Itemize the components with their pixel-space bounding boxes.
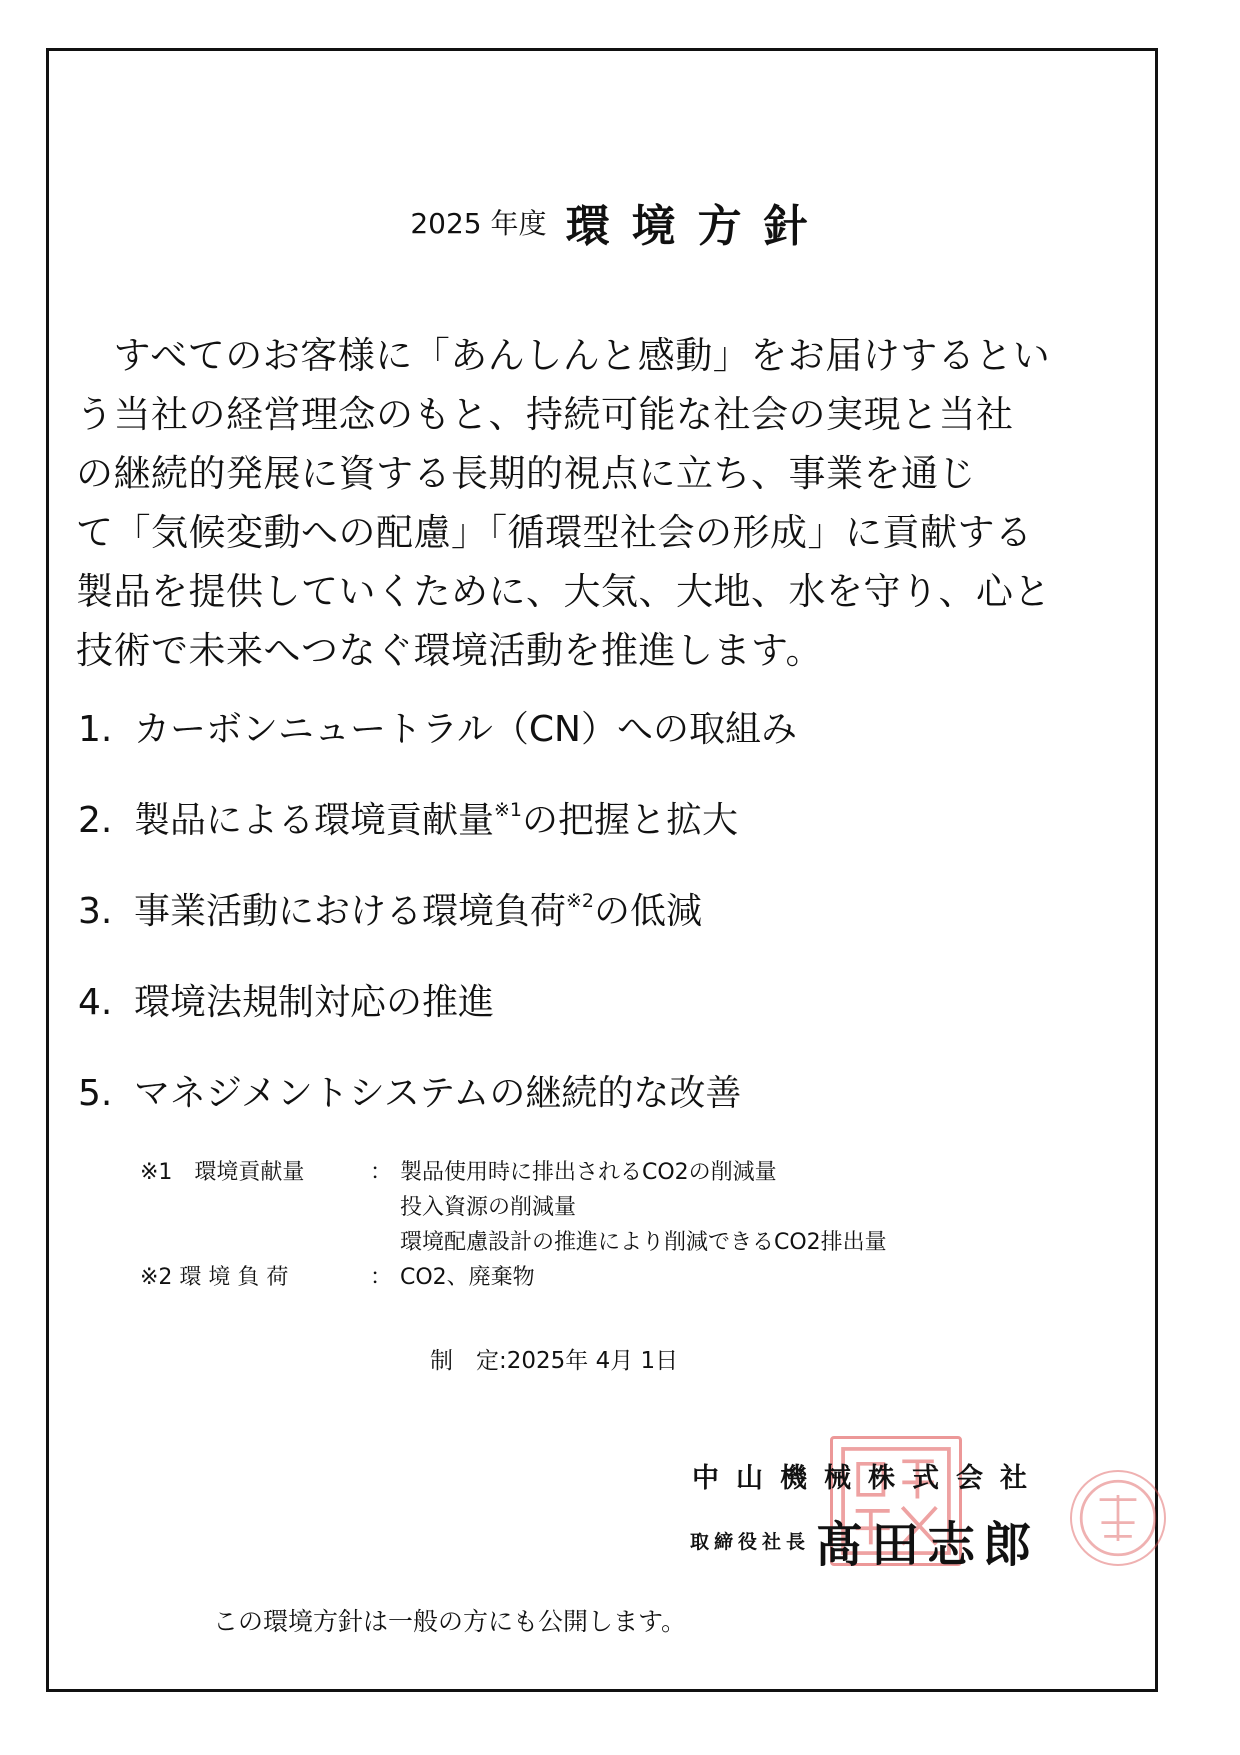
item-number: 3. <box>78 891 113 932</box>
item-text: 環境法規制対応の推進 <box>134 982 495 1023</box>
item-number: 4. <box>78 982 113 1023</box>
enactment-date: 制 定:2025年 4月 1日 <box>430 1348 679 1374</box>
intro-line: う当社の経営理念のもと、持続可能な社会の実現と当社 <box>76 393 1014 436</box>
item-text: マネジメントシステムの継続的な改善 <box>134 1073 742 1114</box>
policy-item <box>78 795 1078 886</box>
footnote-label: ※1 環境貢献量 <box>140 1160 305 1185</box>
footnote-separator: ： <box>370 1160 393 1185</box>
public-notice: この環境方針は一般の方にも公開します。 <box>213 1607 687 1636</box>
footnote-body <box>400 1155 887 1260</box>
item-text-after: の把握と拡大 <box>522 800 739 841</box>
intro-line: て「気候変動への配慮」「循環型社会の形成」に貢献する <box>76 511 1033 554</box>
item-text-after: の低減 <box>594 891 703 932</box>
item-text: カーボンニュートラル（CN）への取組み <box>134 709 797 750</box>
footnote-body <box>400 1260 535 1295</box>
footnotes <box>140 1155 887 1295</box>
footnote-label: ※2 環 境 負 荷 <box>140 1265 289 1290</box>
footnote-ref: ※2 <box>566 890 595 912</box>
footnote-ref: ※1 <box>494 799 523 821</box>
policy-item <box>78 1068 1078 1159</box>
item-number: 1. <box>78 709 113 750</box>
item-number: 2. <box>78 800 113 841</box>
signer-title: 取締役社長 <box>690 1531 811 1553</box>
policy-list <box>78 704 1078 1159</box>
item-text: 製品による環境貢献量 <box>134 800 495 841</box>
intro-paragraph <box>76 326 1056 680</box>
intro-line: 技術で未来へつなぐ環境活動を推進します。 <box>76 629 824 672</box>
signature-block <box>690 1506 1039 1575</box>
signer-name: 髙田志郎 <box>815 1517 1040 1573</box>
personal-seal-icon <box>1070 1470 1166 1566</box>
item-number: 5. <box>78 1073 113 1114</box>
company-name: 中山機械株式会社 <box>692 1463 1044 1494</box>
title-main: 環境方針 <box>565 201 830 252</box>
policy-item <box>78 977 1078 1068</box>
intro-line: すべてのお客様に「あんしんと感動」をお届けするとい <box>76 334 1051 377</box>
footnote-1 <box>140 1155 887 1260</box>
footnote-line: 投入資源の削減量 <box>400 1195 577 1220</box>
intro-line: の継続的発展に資する長期的視点に立ち、事業を通じ <box>76 452 976 495</box>
footnote-line: CO2、廃棄物 <box>400 1265 535 1290</box>
footnote-separator: ： <box>370 1265 393 1290</box>
page-title <box>0 190 1240 254</box>
intro-line: 製品を提供していくために、大気、大地、水を守り、心と <box>76 570 1051 613</box>
title-year: 2025 年度 <box>410 207 547 240</box>
footnote-line: 環境配慮設計の推進により削減できるCO2排出量 <box>400 1230 887 1255</box>
footnote-2 <box>140 1260 887 1295</box>
policy-item <box>78 886 1078 977</box>
footnote-line: 製品使用時に排出されるCO2の削減量 <box>400 1160 777 1185</box>
policy-item <box>78 704 1078 795</box>
item-text: 事業活動における環境負荷 <box>134 891 567 932</box>
